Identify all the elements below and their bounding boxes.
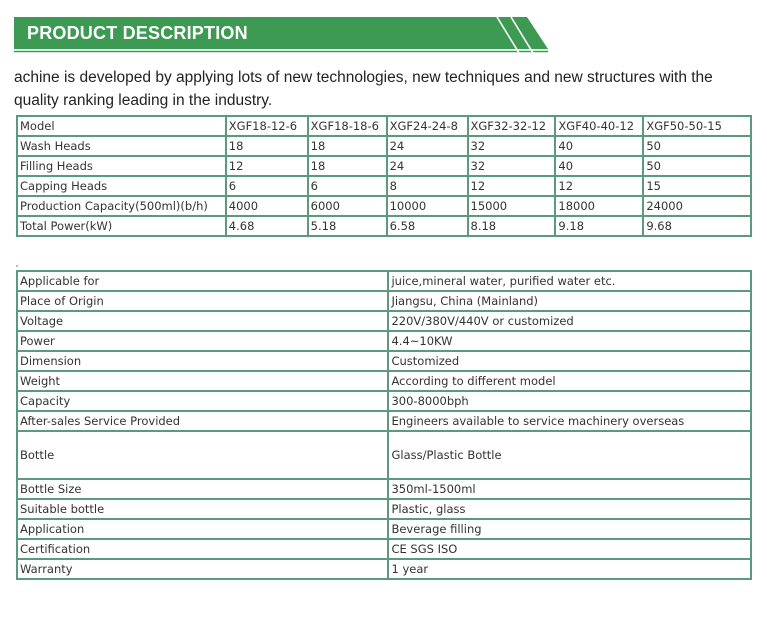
- table-cell: 24: [387, 156, 468, 176]
- header-cell: XGF32-32-12: [468, 116, 556, 136]
- table-cell: 6.58: [387, 216, 468, 236]
- spec-value: juice,mineral water, purified water etc.: [388, 271, 751, 291]
- table-cell: 12: [226, 156, 308, 176]
- table-row: [17, 136, 751, 156]
- header-cell: XGF50-50-15: [643, 116, 751, 136]
- spec-value: 1 year: [388, 559, 751, 579]
- specification-table: [16, 270, 752, 580]
- table-cell: 32: [468, 136, 556, 156]
- table-row: [17, 311, 751, 331]
- table-cell: 8.18: [468, 216, 556, 236]
- separator-dot: [16, 265, 18, 267]
- table-cell: 18000: [555, 196, 643, 216]
- table-cell: 6: [226, 176, 308, 196]
- table-row: [17, 371, 751, 391]
- table-cell: 18: [308, 136, 387, 156]
- spec-label: Certification: [17, 539, 388, 559]
- spec-label: Bottle: [17, 431, 388, 479]
- table-row: [17, 391, 751, 411]
- spec-value: 300-8000bph: [388, 391, 751, 411]
- header-cell: Model: [17, 116, 226, 136]
- table-cell: 50: [643, 156, 751, 176]
- spec-label: Dimension: [17, 351, 388, 371]
- spec-label: Capacity: [17, 391, 388, 411]
- spec-label: Place of Origin: [17, 291, 388, 311]
- spec-value: 350ml-1500ml: [388, 479, 751, 499]
- table-cell: 18: [308, 156, 387, 176]
- table-cell: 4000: [226, 196, 308, 216]
- table-cell: 9.68: [643, 216, 751, 236]
- spec-label: Warranty: [17, 559, 388, 579]
- spec-value: Engineers available to service machinery overseas: [388, 411, 751, 431]
- spec-value: Beverage filling: [388, 519, 751, 539]
- row-label: Capping Heads: [17, 176, 226, 196]
- spec-value: 4.4~10KW: [388, 331, 751, 351]
- spec-value: Jiangsu, China (Mainland): [388, 291, 751, 311]
- table-cell: 8: [387, 176, 468, 196]
- spec-value: According to different model: [388, 371, 751, 391]
- header-cell: XGF18-18-6: [308, 116, 387, 136]
- spec-label: Bottle Size: [17, 479, 388, 499]
- spec-label: After-sales Service Provided: [17, 411, 388, 431]
- header-cell: XGF24-24-8: [387, 116, 468, 136]
- table-row: [17, 431, 751, 479]
- table-row: [17, 176, 751, 196]
- spec-value: 220V/380V/440V or customized: [388, 311, 751, 331]
- table-cell: 18: [226, 136, 308, 156]
- table-row: [17, 519, 751, 539]
- spec-label: Weight: [17, 371, 388, 391]
- table-cell: 5.18: [308, 216, 387, 236]
- spec-label: Application: [17, 519, 388, 539]
- table-row: [17, 156, 751, 176]
- spec-value: Glass/Plastic Bottle: [388, 431, 751, 479]
- table-row: [17, 271, 751, 291]
- table-row: [17, 499, 751, 519]
- row-label: Production Capacity(500ml)(b/h): [17, 196, 226, 216]
- spec-value: Customized: [388, 351, 751, 371]
- table-cell: 10000: [387, 196, 468, 216]
- table-row: [17, 411, 751, 431]
- spec-label: Voltage: [17, 311, 388, 331]
- table-row: [17, 216, 751, 236]
- header-cell: XGF40-40-12: [555, 116, 643, 136]
- spec-label: Suitable bottle: [17, 499, 388, 519]
- table-header-row: [17, 116, 751, 136]
- table-row: [17, 291, 751, 311]
- table-row: [17, 351, 751, 371]
- table-cell: 32: [468, 156, 556, 176]
- table-row: [17, 479, 751, 499]
- table-cell: 40: [555, 136, 643, 156]
- table-cell: 15: [643, 176, 751, 196]
- spec-label: Applicable for: [17, 271, 388, 291]
- table-cell: 6000: [308, 196, 387, 216]
- table-cell: 12: [555, 176, 643, 196]
- spec-value: Plastic, glass: [388, 499, 751, 519]
- row-label: Total Power(kW): [17, 216, 226, 236]
- spec-label: Power: [17, 331, 388, 351]
- header-cell: XGF18-12-6: [226, 116, 308, 136]
- table-cell: 4.68: [226, 216, 308, 236]
- intro-paragraph: achine is developed by applying lots of new technologies, new techniques and new structures with the quality ranking leading in the industry.: [14, 69, 713, 109]
- table-row: [17, 196, 751, 216]
- table-cell: 40: [555, 156, 643, 176]
- table-cell: 12: [468, 176, 556, 196]
- table-cell: 9.18: [555, 216, 643, 236]
- table-cell: 15000: [468, 196, 556, 216]
- model-comparison-table: [16, 115, 752, 237]
- table-row: [17, 331, 751, 351]
- table-cell: 24000: [643, 196, 751, 216]
- section-banner: [14, 17, 548, 53]
- row-label: Filling Heads: [17, 156, 226, 176]
- table-cell: 6: [308, 176, 387, 196]
- row-label: Wash Heads: [17, 136, 226, 156]
- table-cell: 50: [643, 136, 751, 156]
- section-title: PRODUCT DESCRIPTION: [27, 23, 248, 43]
- table-row: [17, 539, 751, 559]
- table-row: [17, 559, 751, 579]
- table-cell: 24: [387, 136, 468, 156]
- spec-value: CE SGS ISO: [388, 539, 751, 559]
